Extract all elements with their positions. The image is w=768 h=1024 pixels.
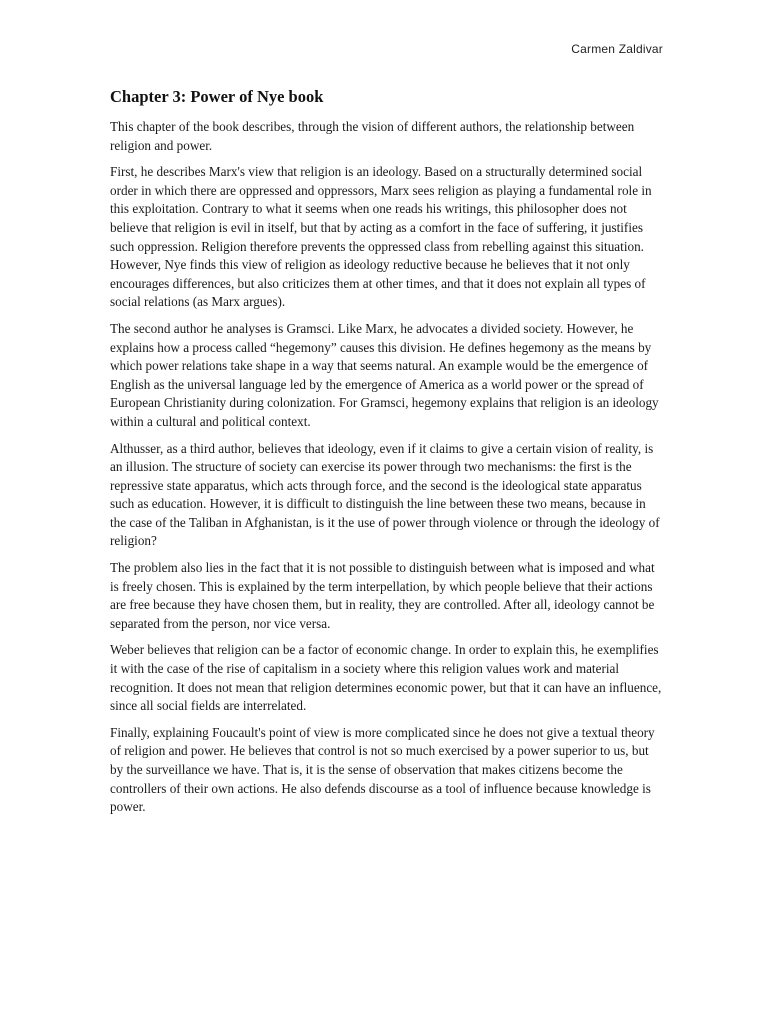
paragraph-foucault: Finally, explaining Foucault's point of view is more complicated since he does not give a textual theory of religion and power. He believes that control is not so much exercised by a power superior to us, but by the surveillance we have. That is, it is the sense of observation that makes citizens become the controllers of their own actions. He also defends discourse as a tool of influence because knowledge is power. <box>110 724 655 815</box>
document-body <box>110 86 662 825</box>
paragraph-gramsci: The second author he analyses is Gramsci. Like Marx, he advocates a divided society. However, he explains how a process called “hegemony” causes this division. He defines hegemony as the means by which power relations take shape in a way that seems natural. An example would be the emergence of English as the universal language led by the emergence of America as a world power or the spread of European Christianity during colonization. For Gramsci, hegemony explains that religion is an ideology within a cultural and political context. <box>110 320 659 429</box>
paragraph-interpellation: The problem also lies in the fact that it is not possible to distinguish between what is imposed and what is freely chosen. This is explained by the term interpellation, by which people believe that their actions are free because they have chosen them, but in reality, they are controlled. After all, ideology cannot be separated from the person, nor vice versa. <box>110 560 655 631</box>
author-name: Carmen Zaldivar <box>571 42 663 56</box>
paragraph-intro: This chapter of the book describes, through the vision of different authors, the relationship between religion and power. <box>110 119 635 153</box>
paragraph-weber: Weber believes that religion can be a factor of economic change. In order to explain this, he exemplifies it with the case of the rise of capitalism in a society where this religion values work and material recognition. It does not mean that religion determines economic power, but that it can have an influence, since all social fields are interrelated. <box>110 642 662 714</box>
paragraph-althusser: Althusser, as a third author, believes that ideology, even if it claims to give a certain vision of reality, is an illusion. The structure of society can exercise its power through two mechanisms: the first is the repressive state apparatus, which acts through force, and the second is the ideological state apparatus such as education. However, it is difficult to distinguish the line between these two means, because in the case of the Taliban in Afghanistan, is it the use of power through violence or through the ideology of religion? <box>110 440 660 549</box>
chapter-title: Chapter 3: Power of Nye book <box>110 87 324 106</box>
paragraph-marx: First, he describes Marx's view that religion is an ideology. Based on a structurally determined social order in which there are oppressed and oppressors, Marx sees religion as playing a fundamental role in this exploitation. Contrary to what it seems when one reads his writings, this philosopher does not believe that religion is evil in itself, but that by acting as a comfort in the face of suffering, it justifies such oppression. Religion therefore prevents the oppressed class from rebelling against this situation. However, Nye finds this view of religion as ideology reductive because he believes that it not only encourages differences, but also criticizes them at other times, and that it does not explain all types of social relations (as Marx argues). <box>110 164 652 310</box>
